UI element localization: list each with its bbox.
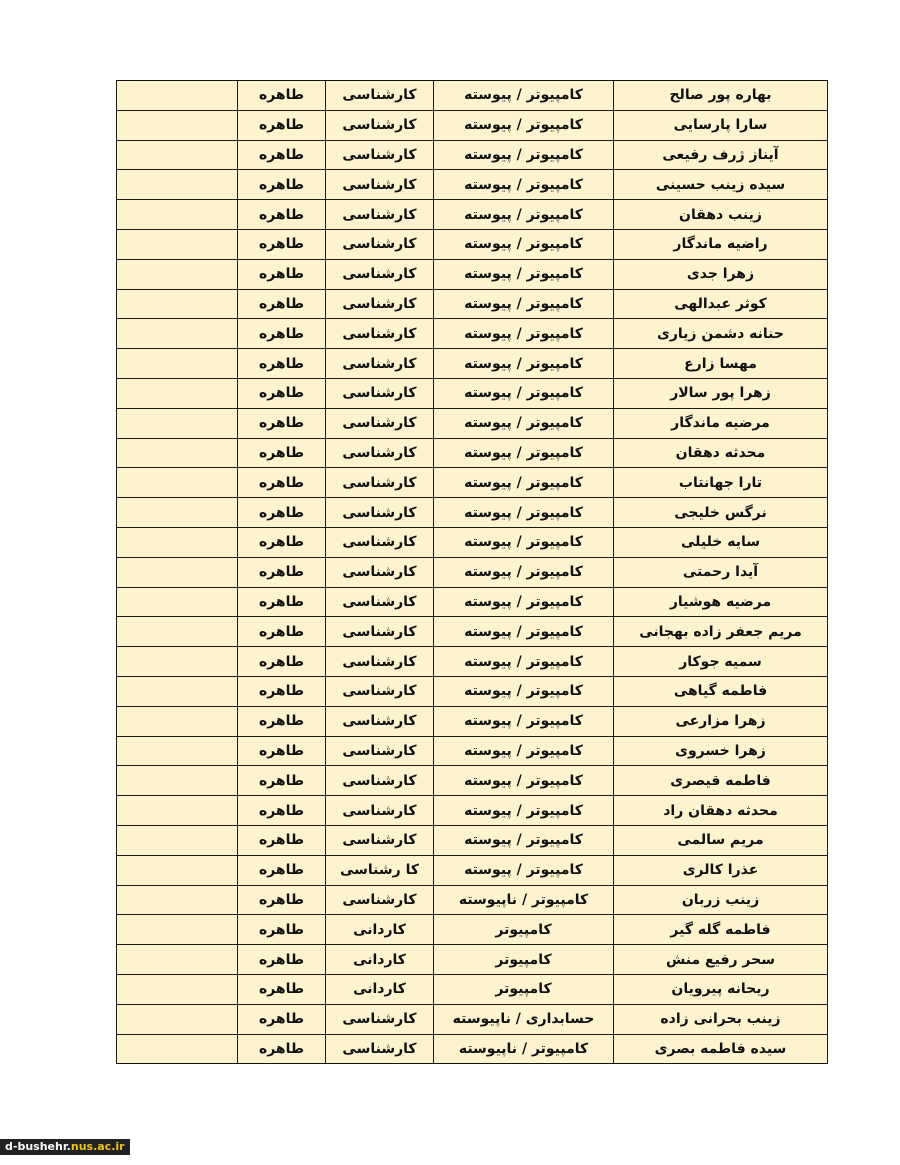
table-row — [117, 676, 828, 706]
student-name-cell: محدثه دهقان — [614, 438, 828, 468]
campus-cell: طاهره — [238, 587, 326, 617]
campus-cell: طاهره — [238, 170, 326, 200]
field-of-study-cell: کامپیوتر / پیوسته — [434, 676, 614, 706]
student-name-cell: سیده زینب حسینی — [614, 170, 828, 200]
campus-cell: طاهره — [238, 557, 326, 587]
degree-level-cell: کارشناسی — [326, 676, 434, 706]
empty-cell — [117, 319, 238, 349]
empty-cell — [117, 587, 238, 617]
field-of-study-cell: کامپیوتر / پیوسته — [434, 378, 614, 408]
empty-cell — [117, 855, 238, 885]
student-name-cell: زینب دهقان — [614, 200, 828, 230]
field-of-study-cell: کامپیوتر / پیوسته — [434, 229, 614, 259]
student-name-cell: بهاره پور صالح — [614, 81, 828, 111]
field-of-study-cell: کامپیوتر / پیوسته — [434, 408, 614, 438]
table-row — [117, 647, 828, 677]
degree-level-cell: کارشناسی — [326, 557, 434, 587]
campus-cell: طاهره — [238, 647, 326, 677]
table-row — [117, 498, 828, 528]
student-name-cell: فاطمه قیصری — [614, 766, 828, 796]
degree-level-cell: کاردانی — [326, 974, 434, 1004]
empty-cell — [117, 81, 238, 111]
empty-cell — [117, 676, 238, 706]
table-row — [117, 617, 828, 647]
field-of-study-cell: کامپیوتر / پیوسته — [434, 706, 614, 736]
student-name-cell: مریم جعفر زاده بهجانی — [614, 617, 828, 647]
table-row — [117, 706, 828, 736]
field-of-study-cell: کامپیوتر / پیوسته — [434, 140, 614, 170]
campus-cell: طاهره — [238, 825, 326, 855]
degree-level-cell: کارشناسی — [326, 796, 434, 826]
table-row — [117, 527, 828, 557]
campus-cell: طاهره — [238, 110, 326, 140]
empty-cell — [117, 945, 238, 975]
campus-cell: طاهره — [238, 259, 326, 289]
field-of-study-cell: کامپیوتر / پیوسته — [434, 796, 614, 826]
field-of-study-cell: کامپیوتر / پیوسته — [434, 81, 614, 111]
table-row — [117, 229, 828, 259]
table-row — [117, 200, 828, 230]
student-name-cell: زهرا خسروی — [614, 736, 828, 766]
degree-level-cell: کارشناسی — [326, 319, 434, 349]
field-of-study-cell: کامپیوتر / پیوسته — [434, 438, 614, 468]
student-name-cell: زینب زربان — [614, 885, 828, 915]
student-name-cell: زهرا پور سالار — [614, 378, 828, 408]
field-of-study-cell: کامپیوتر / پیوسته — [434, 647, 614, 677]
degree-level-cell: کارشناسی — [326, 229, 434, 259]
student-name-cell: کوثر عبدالهی — [614, 289, 828, 319]
student-name-cell: نرگس خلیجی — [614, 498, 828, 528]
empty-cell — [117, 766, 238, 796]
campus-cell: طاهره — [238, 229, 326, 259]
table-row — [117, 945, 828, 975]
degree-level-cell: کارشناسی — [326, 736, 434, 766]
empty-cell — [117, 408, 238, 438]
student-name-cell: مرضیه ماندگار — [614, 408, 828, 438]
degree-level-cell: کارشناسی — [326, 170, 434, 200]
student-name-cell: زهرا مزارعی — [614, 706, 828, 736]
student-name-cell: محدثه دهقان راد — [614, 796, 828, 826]
campus-cell: طاهره — [238, 766, 326, 796]
student-name-cell: سارا پارسایی — [614, 110, 828, 140]
table-row — [117, 140, 828, 170]
degree-level-cell: کارشناسی — [326, 408, 434, 438]
student-name-cell: فاطمه گیاهی — [614, 676, 828, 706]
empty-cell — [117, 706, 238, 736]
table-row — [117, 1034, 828, 1064]
campus-cell: طاهره — [238, 408, 326, 438]
campus-cell: طاهره — [238, 1034, 326, 1064]
table-row — [117, 587, 828, 617]
student-name-cell: سیده فاطمه بصری — [614, 1034, 828, 1064]
empty-cell — [117, 170, 238, 200]
field-of-study-cell: کامپیوتر / پیوسته — [434, 498, 614, 528]
campus-cell: طاهره — [238, 676, 326, 706]
empty-cell — [117, 647, 238, 677]
degree-level-cell: کارشناسی — [326, 617, 434, 647]
watermark-accent: nus.ac.ir — [70, 1140, 125, 1153]
table-row — [117, 736, 828, 766]
campus-cell: طاهره — [238, 974, 326, 1004]
field-of-study-cell: کامپیوتر — [434, 945, 614, 975]
empty-cell — [117, 1034, 238, 1064]
field-of-study-cell: کامپیوتر / پیوسته — [434, 766, 614, 796]
field-of-study-cell: کامپیوتر / پیوسته — [434, 825, 614, 855]
field-of-study-cell: کامپیوتر / پیوسته — [434, 200, 614, 230]
field-of-study-cell: حسابداری / ناپیوسته — [434, 1004, 614, 1034]
campus-cell: طاهره — [238, 527, 326, 557]
student-name-cell: مریم سالمی — [614, 825, 828, 855]
degree-level-cell: کارشناسی — [326, 706, 434, 736]
empty-cell — [117, 140, 238, 170]
table-row — [117, 319, 828, 349]
field-of-study-cell: کامپیوتر — [434, 974, 614, 1004]
student-name-cell: فاطمه گله گیر — [614, 915, 828, 945]
degree-level-cell: کارشناسی — [326, 1004, 434, 1034]
field-of-study-cell: کامپیوتر / ناپیوسته — [434, 885, 614, 915]
degree-level-cell: کارشناسی — [326, 647, 434, 677]
student-name-cell: آیناز ژرف رفیعی — [614, 140, 828, 170]
campus-cell: طاهره — [238, 438, 326, 468]
degree-level-cell: کارشناسی — [326, 587, 434, 617]
table-row — [117, 289, 828, 319]
student-name-cell: حنانه دشمن زیاری — [614, 319, 828, 349]
campus-cell: طاهره — [238, 1004, 326, 1034]
field-of-study-cell: کامپیوتر / پیوسته — [434, 319, 614, 349]
degree-level-cell: کارشناسی — [326, 498, 434, 528]
empty-cell — [117, 468, 238, 498]
field-of-study-cell: کامپیوتر / پیوسته — [434, 170, 614, 200]
campus-cell: طاهره — [238, 319, 326, 349]
field-of-study-cell: کامپیوتر / پیوسته — [434, 855, 614, 885]
degree-level-cell: کارشناسی — [326, 110, 434, 140]
empty-cell — [117, 557, 238, 587]
field-of-study-cell: کامپیوتر / پیوسته — [434, 468, 614, 498]
campus-cell: طاهره — [238, 855, 326, 885]
roster-body — [117, 81, 828, 1064]
table-row — [117, 110, 828, 140]
table-row — [117, 974, 828, 1004]
degree-level-cell: کاردانی — [326, 915, 434, 945]
empty-cell — [117, 825, 238, 855]
empty-cell — [117, 110, 238, 140]
table-row — [117, 855, 828, 885]
table-row — [117, 438, 828, 468]
degree-level-cell: کارشناسی — [326, 349, 434, 379]
degree-level-cell: کارشناسی — [326, 378, 434, 408]
campus-cell: طاهره — [238, 140, 326, 170]
degree-level-cell: کارشناسی — [326, 825, 434, 855]
field-of-study-cell: کامپیوتر / پیوسته — [434, 587, 614, 617]
degree-level-cell: کارشناسی — [326, 885, 434, 915]
table-row — [117, 81, 828, 111]
empty-cell — [117, 885, 238, 915]
student-name-cell: راضیه ماندگار — [614, 229, 828, 259]
field-of-study-cell: کامپیوتر / پیوسته — [434, 349, 614, 379]
campus-cell: طاهره — [238, 706, 326, 736]
empty-cell — [117, 974, 238, 1004]
degree-level-cell: کارشناسی — [326, 468, 434, 498]
empty-cell — [117, 259, 238, 289]
empty-cell — [117, 1004, 238, 1034]
field-of-study-cell: کامپیوتر / پیوسته — [434, 557, 614, 587]
table-row — [117, 825, 828, 855]
empty-cell — [117, 289, 238, 319]
table-row — [117, 259, 828, 289]
student-name-cell: سایه خلیلی — [614, 527, 828, 557]
campus-cell: طاهره — [238, 915, 326, 945]
student-name-cell: زینب بحرانی زاده — [614, 1004, 828, 1034]
student-name-cell: زهرا جدی — [614, 259, 828, 289]
table-row — [117, 766, 828, 796]
degree-level-cell: کاردانی — [326, 945, 434, 975]
table-row — [117, 378, 828, 408]
campus-cell: طاهره — [238, 945, 326, 975]
campus-cell: طاهره — [238, 81, 326, 111]
degree-level-cell: کارشناسی — [326, 438, 434, 468]
table-row — [117, 1004, 828, 1034]
campus-cell: طاهره — [238, 468, 326, 498]
student-name-cell: آیدا رحمتی — [614, 557, 828, 587]
campus-cell: طاهره — [238, 289, 326, 319]
empty-cell — [117, 378, 238, 408]
degree-level-cell: کا رشناسی — [326, 855, 434, 885]
table-row — [117, 557, 828, 587]
campus-cell: طاهره — [238, 736, 326, 766]
degree-level-cell: کارشناسی — [326, 289, 434, 319]
empty-cell — [117, 498, 238, 528]
degree-level-cell: کارشناسی — [326, 81, 434, 111]
student-name-cell: سمیه جوکار — [614, 647, 828, 677]
student-name-cell: مرضیه هوشیار — [614, 587, 828, 617]
campus-cell: طاهره — [238, 885, 326, 915]
table-row — [117, 170, 828, 200]
degree-level-cell: کارشناسی — [326, 259, 434, 289]
campus-cell: طاهره — [238, 349, 326, 379]
empty-cell — [117, 527, 238, 557]
student-name-cell: سحر رفیع منش — [614, 945, 828, 975]
degree-level-cell: کارشناسی — [326, 200, 434, 230]
watermark-prefix: d-bushehr. — [5, 1140, 71, 1153]
field-of-study-cell: کامپیوتر / پیوسته — [434, 259, 614, 289]
field-of-study-cell: کامپیوتر / پیوسته — [434, 527, 614, 557]
field-of-study-cell: کامپیوتر / ناپیوسته — [434, 1034, 614, 1064]
table-row — [117, 349, 828, 379]
table-row — [117, 408, 828, 438]
campus-cell: طاهره — [238, 498, 326, 528]
student-roster-table — [116, 80, 828, 1064]
empty-cell — [117, 915, 238, 945]
empty-cell — [117, 229, 238, 259]
empty-cell — [117, 200, 238, 230]
field-of-study-cell: کامپیوتر / پیوسته — [434, 617, 614, 647]
table-row — [117, 885, 828, 915]
table-row — [117, 796, 828, 826]
student-name-cell: ریحانه پیرویان — [614, 974, 828, 1004]
degree-level-cell: کارشناسی — [326, 766, 434, 796]
campus-cell: طاهره — [238, 617, 326, 647]
empty-cell — [117, 438, 238, 468]
degree-level-cell: کارشناسی — [326, 1034, 434, 1064]
degree-level-cell: کارشناسی — [326, 527, 434, 557]
student-name-cell: مهسا زارع — [614, 349, 828, 379]
table-row — [117, 468, 828, 498]
field-of-study-cell: کامپیوتر / پیوسته — [434, 289, 614, 319]
degree-level-cell: کارشناسی — [326, 140, 434, 170]
campus-cell: طاهره — [238, 200, 326, 230]
field-of-study-cell: کامپیوتر / پیوسته — [434, 736, 614, 766]
empty-cell — [117, 617, 238, 647]
student-name-cell: عذرا کالری — [614, 855, 828, 885]
empty-cell — [117, 796, 238, 826]
campus-cell: طاهره — [238, 796, 326, 826]
student-name-cell: تارا جهانتاب — [614, 468, 828, 498]
field-of-study-cell: کامپیوتر / پیوسته — [434, 110, 614, 140]
campus-cell: طاهره — [238, 378, 326, 408]
site-watermark — [0, 1139, 130, 1155]
empty-cell — [117, 736, 238, 766]
table-row — [117, 915, 828, 945]
field-of-study-cell: کامپیوتر — [434, 915, 614, 945]
empty-cell — [117, 349, 238, 379]
